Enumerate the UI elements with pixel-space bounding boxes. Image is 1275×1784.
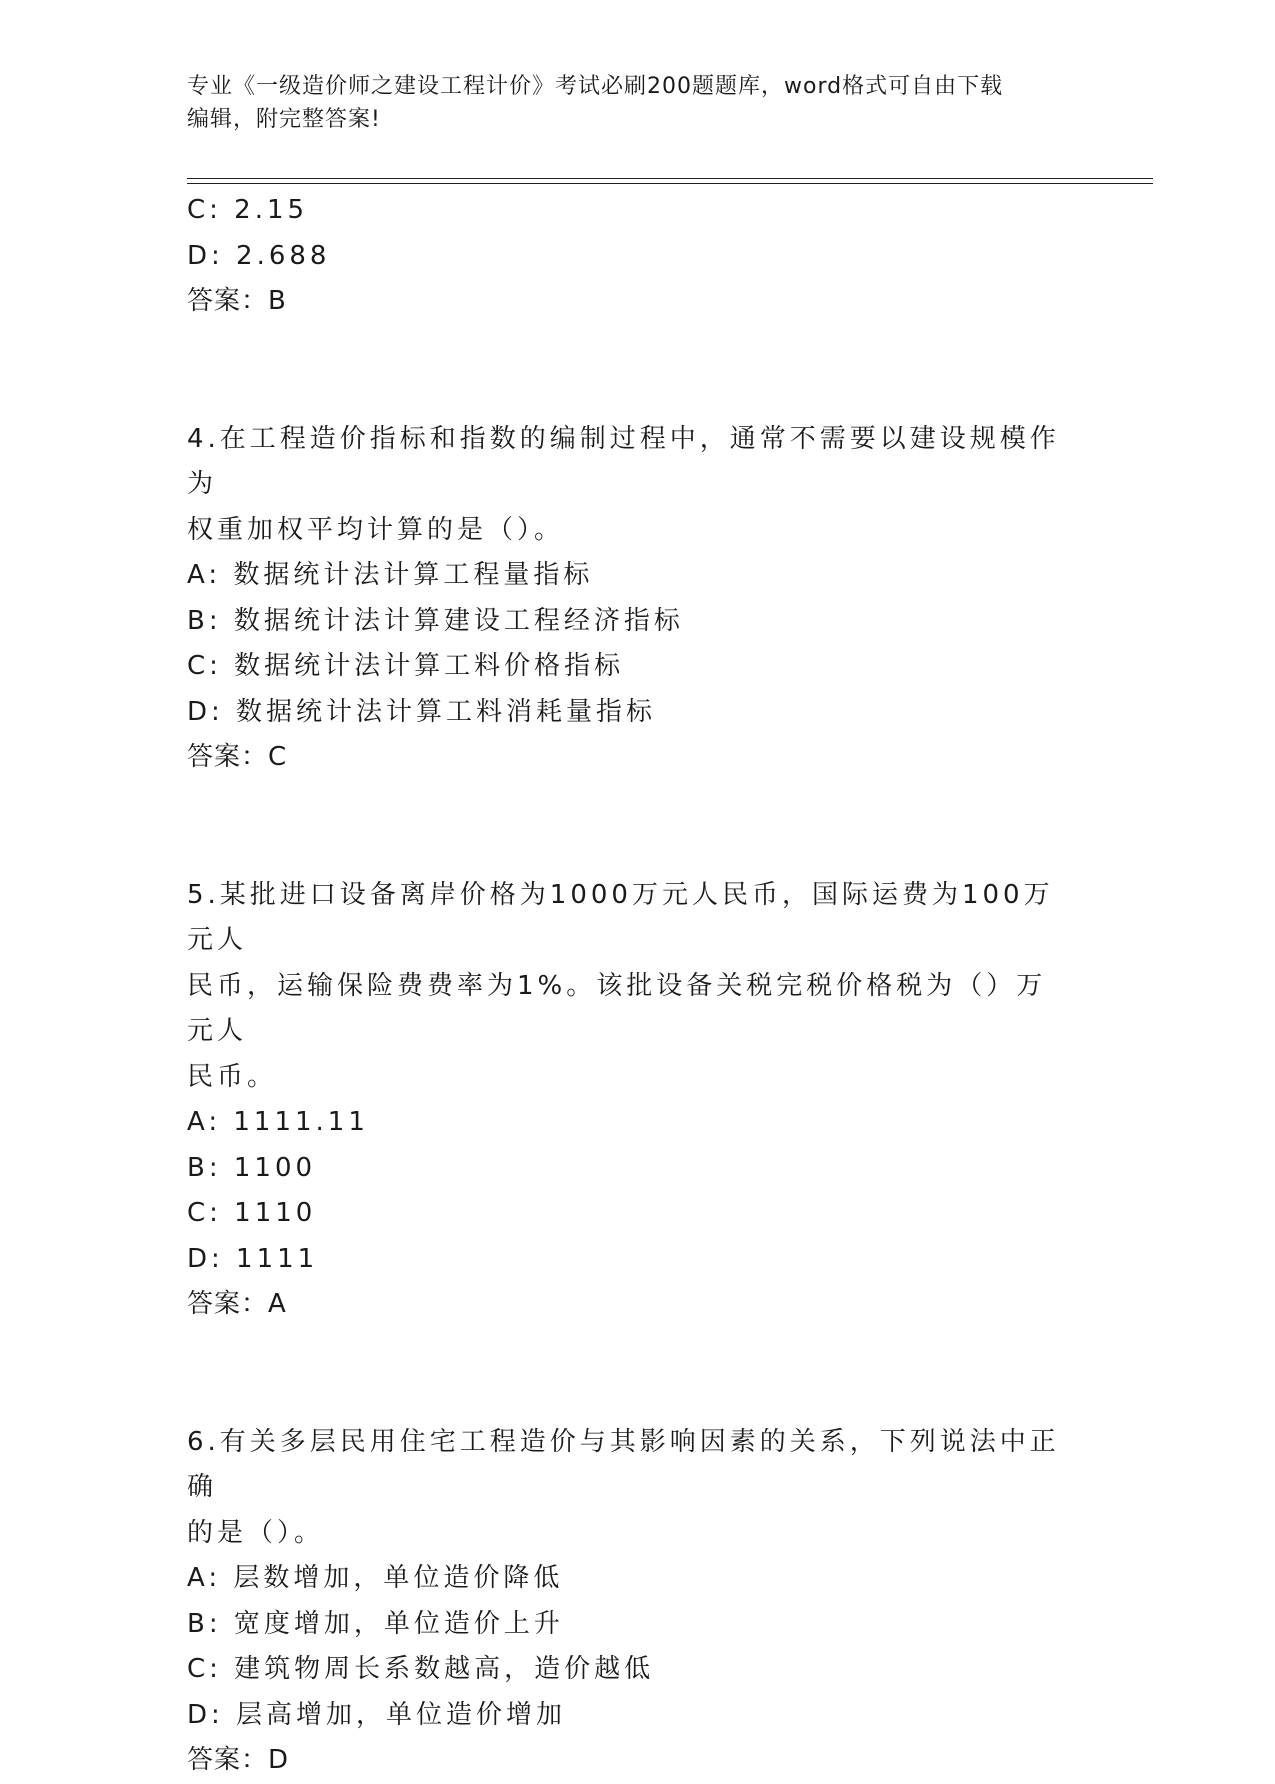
- question-stem-line: 6.有关多层民用住宅工程造价与其影响因素的关系，下列说法中正确: [187, 1426, 1060, 1502]
- header-divider: [187, 178, 1153, 184]
- option-d: D: 2.688: [187, 240, 331, 271]
- question-content: [187, 188, 1067, 1784]
- answer-line: 答案：A: [187, 1289, 287, 1319]
- option-b: B: 数据统计法计算建设工程经济指标: [187, 605, 684, 636]
- option-c: C: 1110: [187, 1198, 317, 1228]
- option-a: A: 层数增加，单位造价降低: [187, 1563, 564, 1593]
- option-a: A: 数据统计法计算工程量指标: [187, 560, 594, 590]
- answer-line: 答案：D: [187, 1745, 290, 1775]
- question-stem-line: 权重加权平均计算的是（）。: [187, 514, 565, 545]
- option-c: C: 2.15: [187, 195, 309, 225]
- option-c: C: 数据统计法计算工料价格指标: [187, 651, 625, 681]
- header-title-line-2: 编辑，附完整答案!: [187, 107, 381, 132]
- answer-line: 答案：C: [187, 742, 288, 772]
- option-b: B: 1100: [187, 1152, 317, 1183]
- option-a: A: 1111.11: [187, 1107, 369, 1137]
- option-d: D: 数据统计法计算工料消耗量指标: [187, 696, 657, 727]
- option-b: B: 宽度增加，单位造价上升: [187, 1608, 564, 1639]
- question-4: [187, 417, 1067, 781]
- previous-question-tail: [187, 188, 1067, 325]
- question-stem-line: 4.在工程造价指标和指数的编制过程中，通常不需要以建设规模作为: [187, 423, 1060, 499]
- document-header: [187, 70, 1087, 136]
- option-d: D: 1111: [187, 1243, 319, 1274]
- answer-line: 答案：B: [187, 286, 287, 316]
- question-stem-line: 5.某批进口设备离岸价格为1000万元人民币，国际运费为100万元人: [187, 879, 1054, 955]
- question-5: [187, 873, 1067, 1328]
- question-stem-line: 的是（）。: [187, 1517, 325, 1548]
- question-stem-line: 民币。: [187, 1061, 278, 1092]
- header-title-line-1: 专业《一级造价师之建设工程计价》考试必刷200题题库，word格式可自由下载: [187, 74, 1004, 99]
- option-c: C: 建筑物周长系数越高，造价越低: [187, 1654, 655, 1684]
- option-d: D: 层高增加，单位造价增加: [187, 1699, 567, 1730]
- question-stem-line: 民币，运输保险费费率为1%。该批设备关税完税价格税为（）万元人: [187, 970, 1047, 1046]
- question-6: [187, 1420, 1067, 1784]
